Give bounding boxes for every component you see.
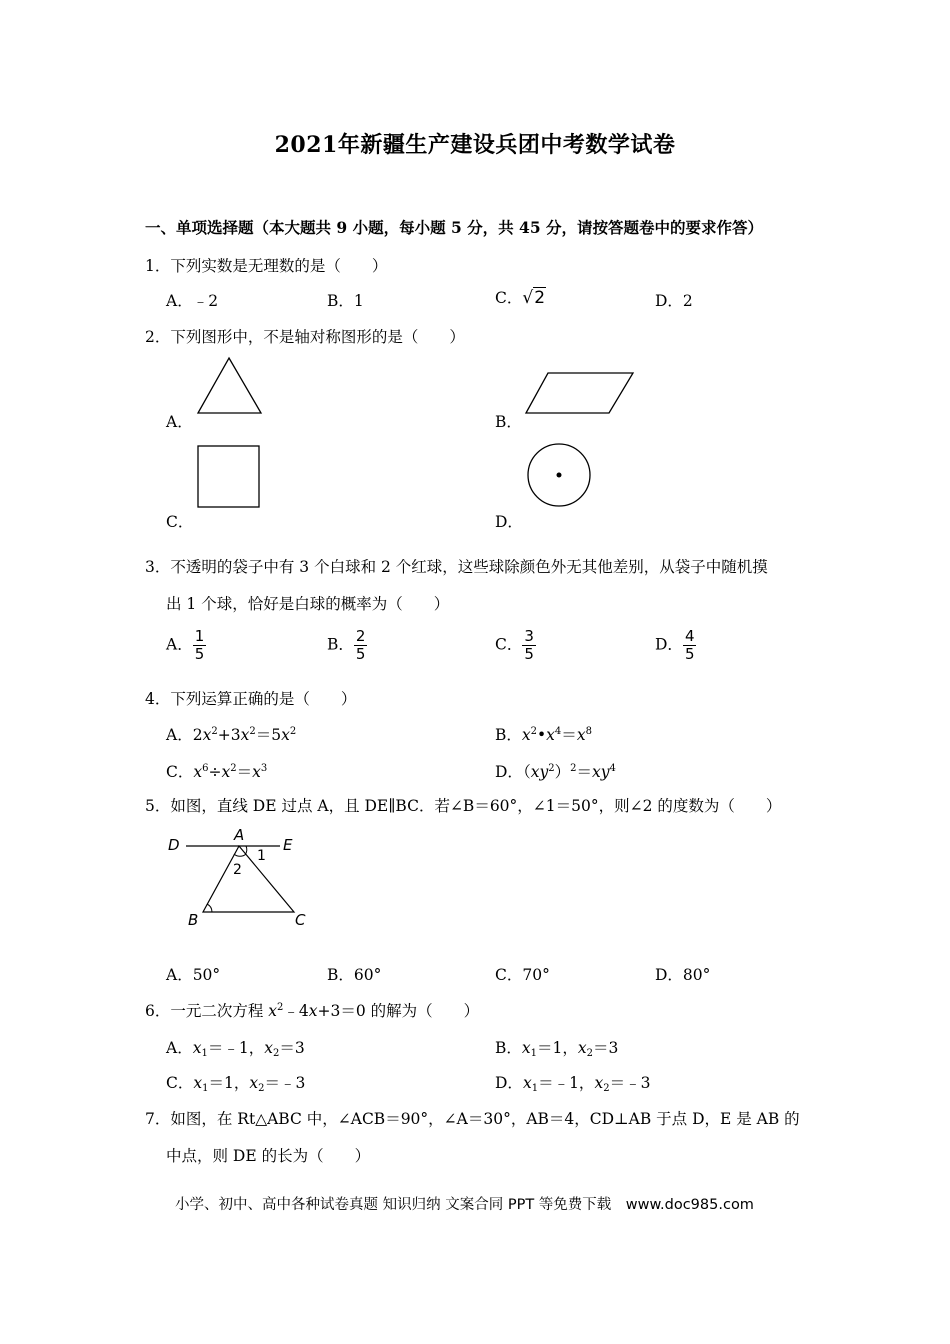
value: ＝3 — [279, 1039, 305, 1057]
subscript: 1 — [531, 1083, 539, 1094]
value: ＝1， — [537, 1039, 578, 1057]
value: ＝3 — [593, 1039, 619, 1057]
var-x: x — [264, 1039, 273, 1057]
exponent: 2 — [530, 726, 538, 737]
q4-option-c[interactable] — [166, 760, 267, 782]
question-3-stem-line1: 3．不透明的袋子中有 3 个白球和 2 个红球，这些球除颜色外无其他差别，从袋子中随机摸 — [145, 558, 768, 576]
exponent: 2 — [548, 763, 555, 774]
q3-option-a-prefix: A． — [166, 635, 193, 654]
question-1-stem: 1．下列实数是无理数的是（ ） — [145, 257, 388, 275]
q1-option-d[interactable]: D．2 — [655, 292, 693, 310]
var-x: x — [592, 763, 601, 781]
fraction — [683, 628, 697, 663]
var-x: x — [240, 726, 250, 744]
var-x: x — [521, 726, 531, 744]
var-x: x — [252, 763, 261, 781]
q3-option-d-prefix: D． — [655, 635, 683, 654]
exponent: 3 — [260, 763, 268, 774]
var-x: x — [249, 1074, 259, 1092]
q6-option-d[interactable] — [495, 1071, 650, 1093]
q2-triangle-figure — [196, 356, 264, 416]
denominator: 5 — [524, 645, 534, 663]
term: +3 — [217, 726, 241, 744]
q6-option-b[interactable] — [495, 1036, 618, 1058]
numerator: 1 — [194, 627, 205, 645]
option-prefix: D． — [495, 763, 523, 781]
page-title: 2021年新疆生产建设兵团中考数学试卷 — [274, 132, 676, 158]
subscript: 2 — [272, 1048, 280, 1059]
operator: ÷ — [208, 763, 222, 781]
denominator: 5 — [355, 645, 366, 663]
subscript: 1 — [201, 1048, 208, 1059]
paren: （ — [522, 763, 531, 781]
angle-2-label: 2 — [233, 862, 242, 878]
var-x: x — [577, 1039, 587, 1057]
q3-option-c-prefix: C． — [495, 635, 523, 654]
value: ＝1， — [208, 1074, 250, 1092]
var-y: y — [600, 763, 610, 781]
subscript: 1 — [530, 1048, 538, 1059]
option-prefix: C． — [166, 1074, 194, 1092]
label-c: C — [295, 911, 306, 929]
exponent: 2 — [230, 763, 237, 774]
q5-option-d[interactable]: D．80° — [655, 966, 711, 984]
label-b: B — [188, 911, 199, 929]
numerator: 2 — [355, 627, 366, 645]
option-prefix: A． — [166, 726, 193, 744]
q1-option-b[interactable]: B．1 — [327, 292, 364, 310]
operator: ＝ — [236, 763, 253, 781]
option-prefix: B． — [495, 1039, 522, 1057]
question-2-stem: 2．下列图形中，不是轴对称图形的是（ ） — [145, 328, 465, 346]
fraction — [193, 628, 207, 663]
question-6-stem — [145, 999, 479, 1021]
q1-option-a[interactable]: A．﹣2 — [166, 292, 219, 310]
exponent: 2 — [570, 763, 577, 774]
q3-option-c[interactable] — [495, 628, 536, 663]
var-x: x — [522, 1074, 532, 1092]
footer-text: 小学、初中、高中各种试卷真题 知识归纳 文案合同 PPT 等免费下载 www.doc985.com — [175, 1197, 754, 1213]
option-prefix: B． — [495, 726, 522, 744]
label-a: A — [234, 826, 245, 844]
q4-option-b[interactable] — [495, 723, 592, 745]
question-5-stem: 5．如图，直线 DE 过点 A，且 DE∥BC．若∠B＝60°，∠1＝50°，则∠2 的度数为（ ） — [145, 797, 782, 815]
stem-text: 6．一元二次方程 — [145, 1002, 269, 1020]
fraction — [354, 628, 368, 663]
angle-1-label: 1 — [257, 848, 266, 864]
exponent: 6 — [202, 763, 209, 774]
denominator: 5 — [194, 645, 205, 663]
exponent: 4 — [554, 726, 562, 737]
var-x: x — [221, 763, 231, 781]
subscript: 2 — [603, 1083, 610, 1094]
var-x: x — [202, 726, 212, 744]
question-7-stem-line1: 7．如图，在 Rt△ABC 中，∠ACB＝90°，∠A＝30°，AB＝4，CD⊥AB 于点 D，E 是 AB 的 — [145, 1110, 800, 1128]
paren: ） — [554, 763, 571, 781]
subscript: 1 — [202, 1083, 209, 1094]
option-prefix: D． — [495, 1074, 523, 1092]
var-x: x — [546, 726, 555, 744]
label-d: D — [168, 836, 180, 854]
stem-text: ﹣4 — [283, 1002, 309, 1020]
term: 2 — [192, 726, 203, 744]
question-7-stem-line2: 中点，则 DE 的长为（ ） — [166, 1147, 371, 1165]
q3-option-b-prefix: B． — [327, 635, 354, 654]
var-x: x — [193, 763, 203, 781]
option-prefix: A． — [166, 1039, 193, 1057]
exponent: 8 — [585, 726, 592, 737]
var-x: x — [521, 1039, 531, 1057]
operator: ＝ — [576, 763, 592, 781]
q5-option-c[interactable]: C．70° — [495, 966, 550, 984]
var-x: x — [308, 1002, 318, 1020]
q6-option-c[interactable] — [166, 1071, 305, 1093]
q2-option-a[interactable]: A． — [166, 413, 193, 431]
subscript: 2 — [586, 1048, 594, 1059]
q2-square-figure — [196, 444, 262, 510]
var-x: x — [530, 763, 540, 781]
exponent: 2 — [249, 726, 256, 737]
q4-option-d[interactable] — [495, 760, 616, 782]
q2-option-b[interactable]: B． — [495, 413, 522, 431]
var-x: x — [281, 726, 290, 744]
question-4-stem: 4．下列运算正确的是（ ） — [145, 690, 357, 708]
var-x: x — [594, 1074, 604, 1092]
fraction — [522, 628, 536, 663]
q5-option-a[interactable]: A．50° — [166, 966, 221, 984]
q2-parallelogram-figure — [524, 370, 636, 416]
exponent: 4 — [609, 763, 616, 774]
exponent: 2 — [211, 726, 218, 737]
q5-option-b[interactable]: B．60° — [327, 966, 382, 984]
q3-option-b[interactable] — [327, 628, 367, 663]
value: ＝﹣1， — [538, 1074, 595, 1092]
q2-option-d[interactable]: D． — [495, 513, 523, 531]
exponent: 2 — [289, 726, 297, 737]
var-x: x — [268, 1002, 278, 1020]
subscript: 2 — [258, 1083, 265, 1094]
value: ＝﹣3 — [264, 1074, 306, 1092]
value: ＝﹣1， — [207, 1039, 265, 1057]
q3-option-a[interactable] — [166, 628, 206, 663]
q1-option-c-prefix: C． — [495, 289, 523, 307]
value: ＝﹣3 — [609, 1074, 651, 1092]
exponent: 2 — [277, 1002, 284, 1013]
var-x: x — [193, 1074, 203, 1092]
q3-option-d[interactable] — [655, 628, 696, 663]
q5-triangle-figure — [166, 826, 316, 930]
var-y: y — [539, 763, 549, 781]
q4-option-a[interactable] — [166, 723, 296, 745]
q1-option-c[interactable] — [495, 286, 546, 308]
q2-circle-figure — [524, 442, 596, 510]
denominator: 5 — [684, 645, 695, 663]
var-x: x — [576, 726, 586, 744]
label-e: E — [283, 836, 293, 854]
q6-option-a[interactable] — [166, 1036, 305, 1058]
stem-text: +3＝0 的解为（ ） — [317, 1002, 480, 1020]
q2-option-c[interactable]: C． — [166, 513, 194, 531]
section-heading: 一、单项选择题（本大题共 9 小题，每小题 5 分，共 45 分，请按答题卷中的要求作答） — [145, 218, 764, 237]
operator: ＝ — [561, 726, 577, 744]
question-3-stem-line2: 出 1 个球，恰好是白球的概率为（ ） — [166, 595, 450, 613]
numerator: 3 — [524, 627, 534, 645]
option-prefix: C． — [166, 763, 194, 781]
term: ＝5 — [255, 726, 282, 744]
operator: • — [537, 726, 547, 744]
sqrt-radicand: 2 — [534, 288, 546, 308]
numerator: 4 — [684, 627, 695, 645]
var-x: x — [192, 1039, 202, 1057]
sqrt-expression: √2 — [522, 288, 546, 308]
